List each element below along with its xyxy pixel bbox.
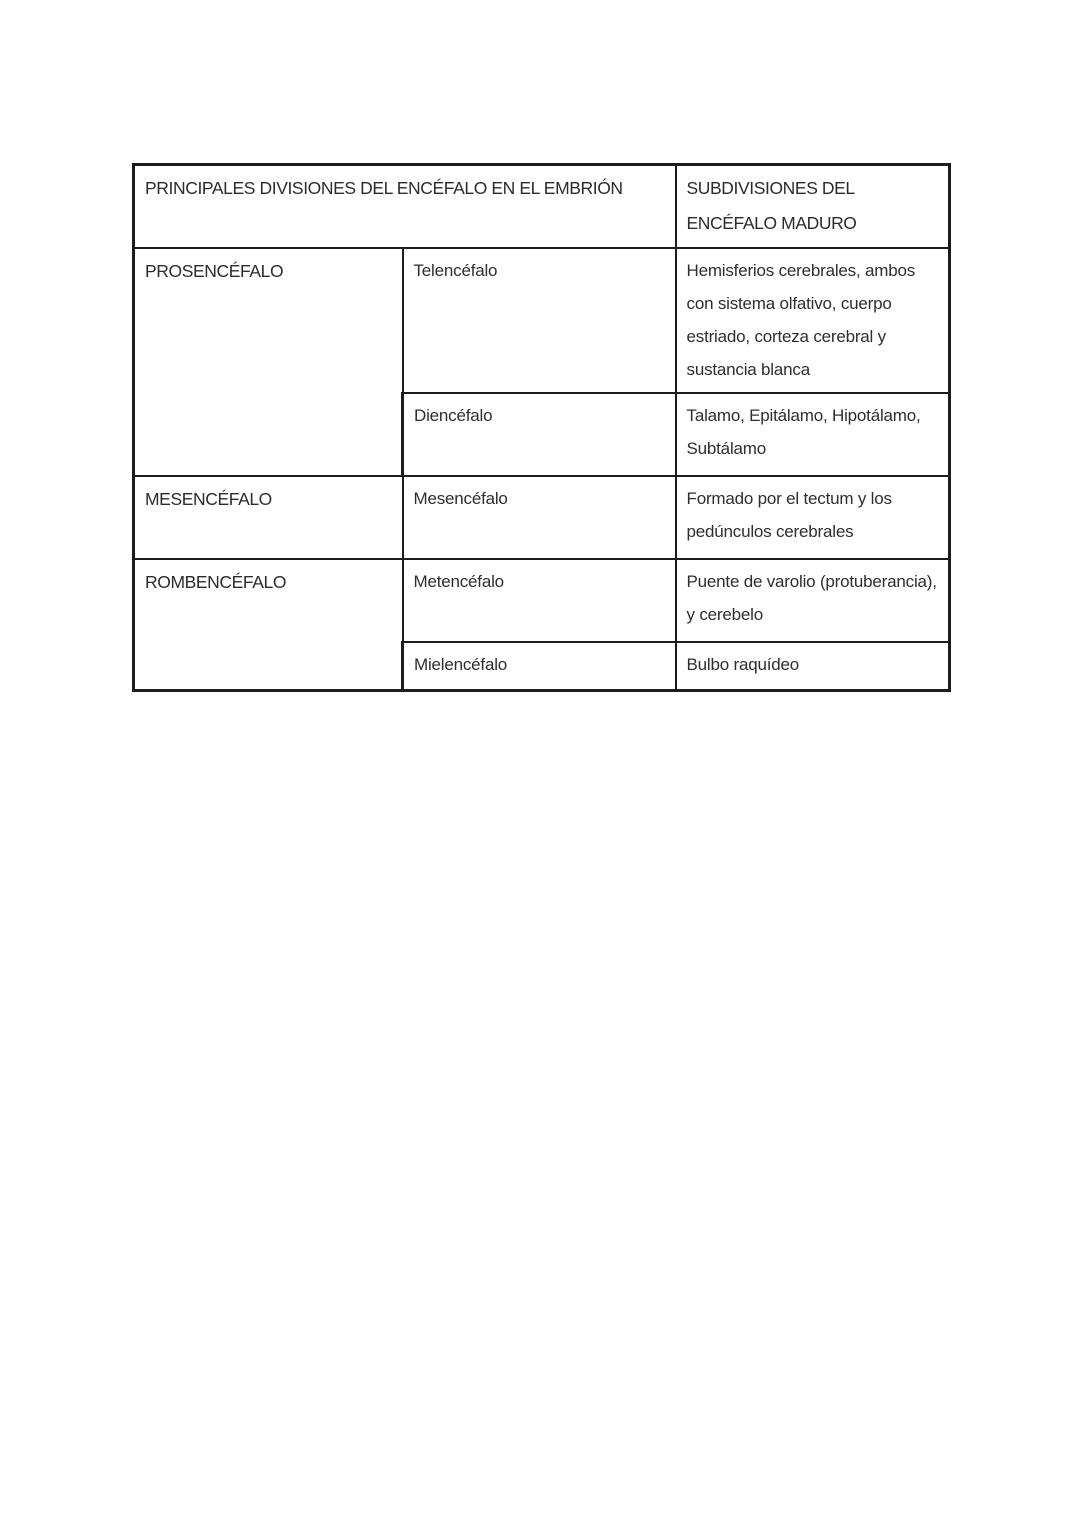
table-row (134, 248, 950, 393)
cell-mature-telencefalo (676, 248, 950, 393)
primary-division-label: MESENCÉFALO (145, 489, 272, 509)
brain-divisions-table (132, 163, 951, 692)
cell-mature-metencefalo (676, 559, 950, 642)
cell-primary-rombencefalo (134, 559, 403, 690)
mature-subdivision-text: Formado por el tectum y los pedúnculos cerebrales (686, 489, 892, 541)
mature-subdivision-text: Puente de varolio (protuberancia), y cerebelo (686, 572, 937, 624)
embryo-subdivision-label: Mesencéfalo (413, 489, 508, 508)
cell-embryo-metencefalo (403, 559, 676, 642)
embryo-subdivision-label: Mielencéfalo (414, 655, 508, 674)
cell-primary-prosencefalo (134, 248, 403, 476)
cell-mature-mielencefalo (676, 642, 950, 690)
cell-embryo-telencefalo (403, 248, 676, 393)
mature-subdivision-text: Hemisferios cerebrales, ambos con sistema olfativo, cuerpo estriado, corteza cerebral y sustancia blanca (686, 261, 916, 379)
header-embryo-divisions-label: PRINCIPALES DIVISIONES DEL ENCÉFALO EN EL EMBRIÓN (145, 178, 623, 198)
mature-subdivision-text: Talamo, Epitálamo, Hipotálamo, Subtálamo (686, 406, 921, 458)
table-row (134, 559, 950, 642)
primary-division-label: ROMBENCÉFALO (145, 572, 287, 592)
cell-mature-diencefalo (676, 393, 950, 476)
embryo-subdivision-label: Metencéfalo (413, 572, 504, 591)
cell-embryo-mielencefalo (403, 642, 676, 690)
table-header-row (134, 165, 950, 249)
embryo-subdivision-label: Telencéfalo (413, 261, 498, 280)
mature-subdivision-text: Bulbo raquídeo (686, 655, 800, 674)
primary-division-label: PROSENCÉFALO (145, 261, 284, 281)
table-row (134, 476, 950, 559)
embryo-subdivision-label: Diencéfalo (414, 406, 493, 425)
header-cell-mature-subdivisions (676, 165, 950, 249)
cell-embryo-diencefalo (403, 393, 676, 476)
cell-embryo-mesencefalo (403, 476, 676, 559)
cell-primary-mesencefalo (134, 476, 403, 559)
header-mature-subdivisions-label: SUBDIVISIONES DEL ENCÉFALO MADURO (686, 178, 857, 233)
header-cell-embryo-divisions (134, 165, 676, 249)
cell-mature-mesencefalo (676, 476, 950, 559)
